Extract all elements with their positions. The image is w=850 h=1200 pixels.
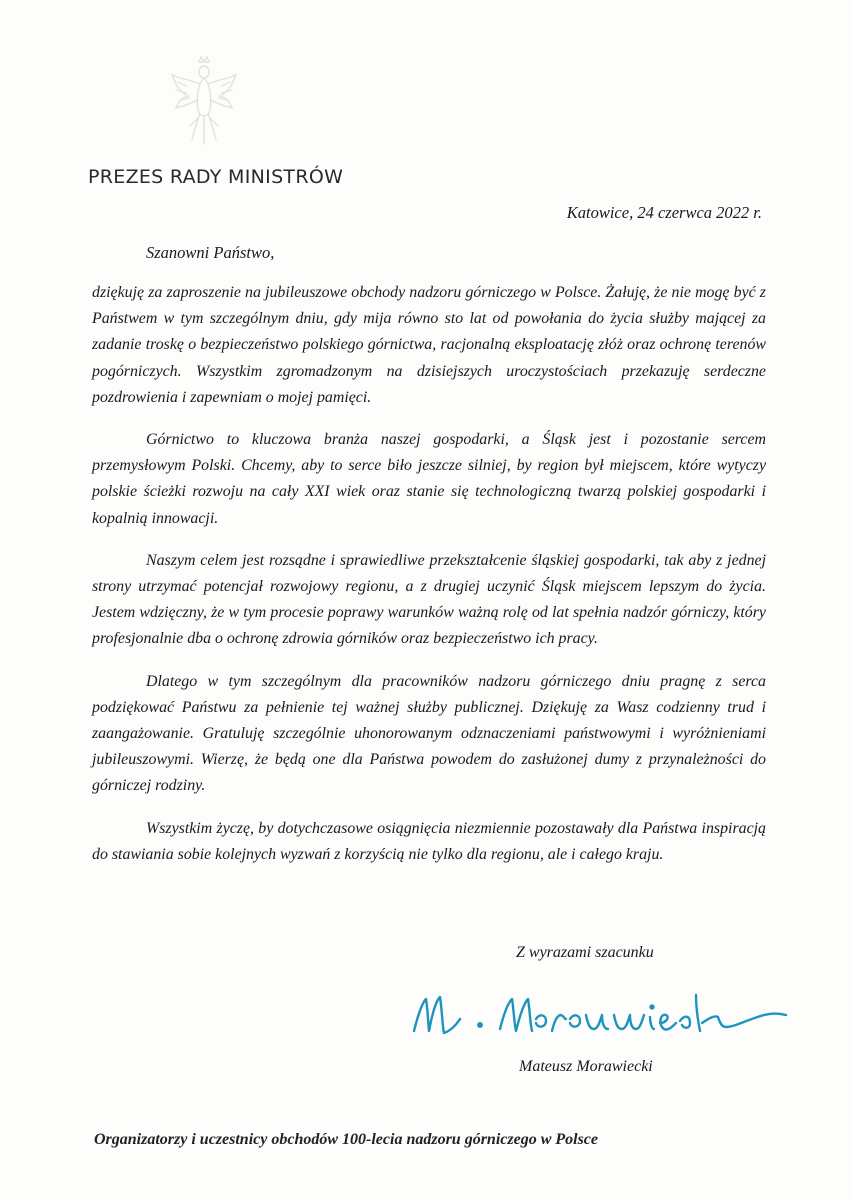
salutation: Szanowni Państwo, — [146, 243, 275, 262]
body-paragraph: Górnictwo to kluczowa branża naszej gospodarki, a Śląsk jest i pozostanie sercem przemysłowym Polski. Chcemy, aby to serce biło jeszcze silniej, by region był miejscem, które wytyczy polskie ścieżki rozwoju na cały XXI wiek oraz stanie się technologiczną twarzą polskiej gospodarki i kopalnią innowacji. — [92, 431, 766, 527]
body-paragraph: Naszym celem jest rozsądne i sprawiedliwe przekształcenie śląskiej gospodarki, tak aby z jednej strony utrzymać potencjał rozwojowy regionu, a z drugiej uczynić Śląsk miejscem lepszym do życia. Jestem wdzięczny, że w tym procesie poprawy warunków ważną rolę od lat spełnia nadzór górniczy, który profesjonalnie dba o ochronę zdrowia górników oraz bezpieczeństwo ich pracy. — [92, 551, 766, 648]
body-paragraph: Wszystkim życzę, by dotychczasowe osiągnięcia niezmiennie pozostawały dla Państwa inspiracją do stawiania sobie kolejnych wyzwań z korzyścią nie tylko dla regionu, ale i całego kraju. — [92, 819, 766, 863]
white-eagle-emblem-icon — [168, 52, 240, 148]
handwritten-signature-icon — [404, 985, 794, 1045]
office-title: PREZES RADY MINISTRÓW — [88, 166, 344, 188]
letter-body — [92, 280, 766, 884]
body-paragraph: dziękuję za zaproszenie na jubileuszowe obchody nadzoru górniczego w Polsce. Żałuję, że nie mogę być z Państwem w tym szczególnym dniu, gdy mija równo sto lat od powołania do życia służby mającej za zadanie troskę o bezpieczeństwo polskiego górnictwa, racjonalną eksploatację złóż oraz ochronę terenów pogórniczych. Wszystkim zgromadzonym na dzisiejszych uroczystościach przekazuję serdeczne pozdrowienia i zapewniam o mojej pamięci. — [92, 284, 766, 406]
place-and-date: Katowice, 24 czerwca 2022 r. — [566, 203, 762, 222]
body-paragraph: Dlatego w tym szczególnym dla pracowników nadzoru górniczego dniu pragnę z serca podziękować Państwu za pełnienie tej ważnej służby publicznej. Dziękuję za Wasz codzienny trud i zaangażowanie. Gratuluję szczególnie uhonorowanym odznaczeniami państwowymi i wyróżnieniami jubileuszowymi. Wierzę, że będą one dla Państwa powodem do zasłużonej dumy z przynależności do górniczej rodziny. — [92, 672, 766, 795]
signer-name: Mateusz Morawiecki — [519, 1058, 653, 1075]
addressee: Organizatorzy i uczestnicy obchodów 100-lecia nadzoru górniczego w Polsce — [94, 1131, 599, 1148]
closing-phrase: Z wyrazami szacunku — [516, 944, 654, 961]
